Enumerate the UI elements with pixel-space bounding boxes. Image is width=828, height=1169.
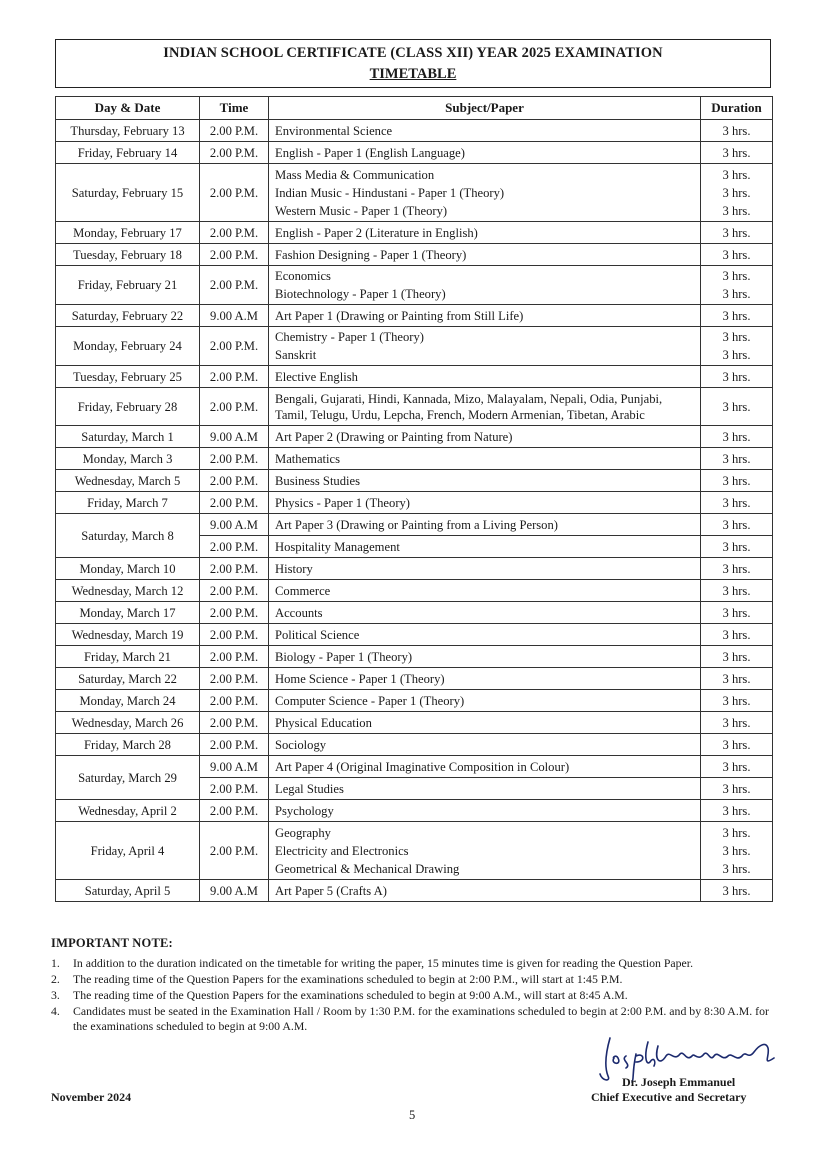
- subject-cell: [269, 327, 701, 366]
- subject-cell: [269, 426, 701, 448]
- duration-cell: [701, 426, 773, 448]
- title-box: [55, 39, 771, 88]
- subject-cell: [269, 690, 701, 712]
- subject-paper: Home Science - Paper 1 (Theory): [275, 671, 445, 686]
- duration-cell: [701, 305, 773, 327]
- subject-paper: Physical Education: [275, 715, 372, 730]
- day-date-cell: Saturday, March 29: [56, 756, 200, 800]
- subject-paper: Economics: [275, 269, 331, 283]
- day-date-cell: Monday, February 24: [56, 327, 200, 366]
- table-row: [56, 690, 773, 712]
- subject-cell: [269, 164, 701, 222]
- table-row: [56, 142, 773, 164]
- note-text: The reading time of the Question Papers for the examinations scheduled to begin at 2:00 P.M., will start at 1:45 P.M.: [73, 972, 623, 986]
- subject-cell: [269, 244, 701, 266]
- subject-paper: Western Music - Paper 1 (Theory): [275, 203, 448, 218]
- subject-paper: Elective English: [275, 369, 358, 384]
- column-header-subject: Subject/Paper: [269, 97, 701, 120]
- table-row: [56, 602, 773, 624]
- table-row: [56, 646, 773, 668]
- subject-cell: [269, 778, 701, 800]
- subject-cell: [269, 756, 701, 778]
- table-row: [56, 880, 773, 902]
- time-cell: 2.00 P.M.: [200, 266, 269, 305]
- time-cell: 2.00 P.M.: [200, 222, 269, 244]
- notes-heading: IMPORTANT NOTE:: [51, 936, 173, 950]
- day-date-cell: Friday, March 7: [56, 492, 200, 514]
- subject-paper: Accounts: [275, 605, 323, 620]
- duration-value: 3 hrs.: [722, 561, 751, 576]
- duration-value: 3 hrs.: [722, 539, 751, 554]
- time-cell: 2.00 P.M.: [200, 822, 269, 880]
- subject-paper: Political Science: [275, 627, 360, 642]
- duration-value: 3 hrs.: [722, 883, 751, 898]
- signatory-title: Chief Executive and Secretary: [591, 1090, 747, 1104]
- day-date-cell: Wednesday, March 5: [56, 470, 200, 492]
- subject-paper: English - Paper 2 (Literature in English): [275, 225, 478, 240]
- duration-value: 3 hrs.: [722, 123, 751, 138]
- subject-cell: [269, 880, 701, 902]
- duration-value: 3 hrs.: [722, 167, 751, 182]
- table-row: [56, 120, 773, 142]
- table-row: [56, 305, 773, 327]
- table-row: [56, 470, 773, 492]
- duration-cell: [701, 266, 773, 305]
- time-cell: 2.00 P.M.: [200, 492, 269, 514]
- subject-cell: [269, 800, 701, 822]
- subject-cell: [269, 470, 701, 492]
- day-date-cell: Tuesday, February 18: [56, 244, 200, 266]
- duration-cell: [701, 492, 773, 514]
- subject-cell: [269, 366, 701, 388]
- signatory-name: Dr. Joseph Emmanuel: [622, 1075, 736, 1089]
- table-row: [56, 800, 773, 822]
- subject-paper: Sociology: [275, 737, 327, 752]
- table-row: [56, 222, 773, 244]
- duration-value: 3 hrs.: [722, 287, 751, 301]
- duration-value: 3 hrs.: [722, 861, 751, 876]
- time-cell: 2.00 P.M.: [200, 366, 269, 388]
- subject-paper: Art Paper 3 (Drawing or Painting from a Living Person): [275, 517, 558, 532]
- duration-value: 3 hrs.: [722, 185, 751, 200]
- time-cell: 2.00 P.M.: [200, 142, 269, 164]
- note-number: 1.: [51, 956, 60, 970]
- subject-paper: Geography: [275, 825, 331, 840]
- time-cell: 9.00 A.M: [200, 426, 269, 448]
- duration-cell: [701, 580, 773, 602]
- time-cell: 2.00 P.M.: [200, 800, 269, 822]
- table-header-row: [56, 97, 773, 120]
- duration-value: 3 hrs.: [722, 451, 751, 466]
- time-cell: 2.00 P.M.: [200, 244, 269, 266]
- column-header-day-date: Day & Date: [56, 97, 200, 120]
- duration-value: 3 hrs.: [722, 517, 751, 532]
- day-date-cell: Saturday, February 15: [56, 164, 200, 222]
- note-number: 3.: [51, 988, 60, 1002]
- table-row: [56, 266, 773, 305]
- subject-paper: Physics - Paper 1 (Theory): [275, 495, 411, 510]
- table-row: [56, 514, 773, 536]
- time-cell: 2.00 P.M.: [200, 602, 269, 624]
- duration-cell: [701, 734, 773, 756]
- duration-cell: [701, 388, 773, 426]
- page-number: 5: [409, 1108, 416, 1122]
- subject-paper: English - Paper 1 (English Language): [275, 145, 465, 160]
- day-date-cell: Saturday, March 1: [56, 426, 200, 448]
- time-cell: 2.00 P.M.: [200, 580, 269, 602]
- subject-paper: Geometrical & Mechanical Drawing: [275, 861, 460, 876]
- subject-paper: Psychology: [275, 803, 334, 818]
- duration-cell: [701, 712, 773, 734]
- subject-paper: Business Studies: [275, 473, 361, 488]
- duration-cell: [701, 366, 773, 388]
- duration-cell: [701, 120, 773, 142]
- duration-cell: [701, 164, 773, 222]
- table-row: [56, 668, 773, 690]
- subject-paper: Hospitality Management: [275, 539, 400, 554]
- subject-cell: [269, 580, 701, 602]
- subject-cell: [269, 448, 701, 470]
- duration-value: 3 hrs.: [722, 843, 751, 858]
- day-date-cell: Monday, March 10: [56, 558, 200, 580]
- note-number: 2.: [51, 972, 60, 986]
- subject-cell: [269, 668, 701, 690]
- timetable-body: [56, 120, 773, 902]
- duration-cell: [701, 448, 773, 470]
- duration-value: 3 hrs.: [722, 269, 751, 283]
- duration-value: 3 hrs.: [722, 473, 751, 488]
- subject-paper: History: [275, 561, 313, 576]
- subject-cell: [269, 558, 701, 580]
- time-cell: 9.00 A.M: [200, 756, 269, 778]
- day-date-cell: Wednesday, March 19: [56, 624, 200, 646]
- table-row: [56, 244, 773, 266]
- table-row: [56, 822, 773, 880]
- subject-cell: [269, 624, 701, 646]
- day-date-cell: Saturday, February 22: [56, 305, 200, 327]
- subject-paper: Indian Music - Hindustani - Paper 1 (Theory): [275, 185, 505, 200]
- duration-value: 3 hrs.: [722, 715, 751, 730]
- table-row: [56, 492, 773, 514]
- time-cell: 9.00 A.M: [200, 880, 269, 902]
- day-date-cell: Monday, March 17: [56, 602, 200, 624]
- subject-cell: [269, 536, 701, 558]
- duration-value: 3 hrs.: [722, 825, 751, 840]
- table-row: [56, 448, 773, 470]
- time-cell: 2.00 P.M.: [200, 646, 269, 668]
- note-item: [51, 1004, 781, 1034]
- table-row: [56, 327, 773, 366]
- time-cell: 2.00 P.M.: [200, 470, 269, 492]
- duration-cell: [701, 756, 773, 778]
- subject-paper: Bengali, Gujarati, Hindi, Kannada, Mizo, Malayalam, Nepali, Odia, Punjabi, Tamil, Telugu, Urdu, Lepcha, French, Modern Armenian, Tibetan, Arabic: [275, 391, 663, 422]
- subject-paper: Mass Media & Communication: [275, 167, 435, 182]
- time-cell: 2.00 P.M.: [200, 624, 269, 646]
- time-cell: 9.00 A.M: [200, 305, 269, 327]
- day-date-cell: Tuesday, February 25: [56, 366, 200, 388]
- day-date-cell: Saturday, March 22: [56, 668, 200, 690]
- time-cell: 2.00 P.M.: [200, 327, 269, 366]
- subject-paper: Art Paper 4 (Original Imaginative Composition in Colour): [275, 759, 570, 774]
- day-date-cell: Friday, February 28: [56, 388, 200, 426]
- duration-cell: [701, 880, 773, 902]
- day-date-cell: Wednesday, March 26: [56, 712, 200, 734]
- duration-value: 3 hrs.: [722, 308, 751, 323]
- time-cell: 2.00 P.M.: [200, 536, 269, 558]
- table-row: [56, 712, 773, 734]
- table-row: [56, 734, 773, 756]
- duration-value: 3 hrs.: [722, 203, 751, 218]
- duration-value: 3 hrs.: [722, 737, 751, 752]
- duration-value: 3 hrs.: [722, 671, 751, 686]
- subject-cell: [269, 120, 701, 142]
- note-item: [51, 988, 781, 1003]
- subject-cell: [269, 734, 701, 756]
- day-date-cell: Wednesday, March 12: [56, 580, 200, 602]
- duration-cell: [701, 624, 773, 646]
- subject-paper: Environmental Science: [275, 123, 393, 138]
- subject-cell: [269, 712, 701, 734]
- document-title: INDIAN SCHOOL CERTIFICATE (CLASS XII) YEAR 2025 EXAMINATION: [163, 45, 663, 61]
- duration-cell: [701, 800, 773, 822]
- subject-paper: Electricity and Electronics: [275, 843, 409, 858]
- time-cell: 2.00 P.M.: [200, 734, 269, 756]
- duration-value: 3 hrs.: [722, 247, 751, 262]
- duration-value: 3 hrs.: [722, 759, 751, 774]
- duration-cell: [701, 690, 773, 712]
- document-subtitle: TIMETABLE: [369, 66, 457, 82]
- subject-cell: [269, 492, 701, 514]
- subject-paper: Chemistry - Paper 1 (Theory): [275, 330, 424, 344]
- duration-cell: [701, 470, 773, 492]
- note-text: The reading time of the Question Papers for the examinations scheduled to begin at 9:00 A.M., will start at 8:45 A.M.: [73, 988, 628, 1002]
- table-row: [56, 164, 773, 222]
- duration-cell: [701, 778, 773, 800]
- subject-paper: Mathematics: [275, 451, 341, 466]
- subject-paper: Biology - Paper 1 (Theory): [275, 649, 413, 664]
- time-cell: 2.00 P.M.: [200, 388, 269, 426]
- subject-cell: [269, 266, 701, 305]
- subject-paper: Fashion Designing - Paper 1 (Theory): [275, 247, 467, 262]
- duration-value: 3 hrs.: [722, 495, 751, 510]
- duration-cell: [701, 536, 773, 558]
- subject-cell: [269, 142, 701, 164]
- time-cell: 2.00 P.M.: [200, 778, 269, 800]
- subject-paper: Art Paper 5 (Crafts A): [275, 883, 387, 898]
- time-cell: 9.00 A.M: [200, 514, 269, 536]
- duration-value: 3 hrs.: [722, 781, 751, 796]
- column-header-time: Time: [200, 97, 269, 120]
- duration-cell: [701, 646, 773, 668]
- table-row: [56, 756, 773, 778]
- table-row: [56, 558, 773, 580]
- duration-value: 3 hrs.: [722, 605, 751, 620]
- subject-paper: Computer Science - Paper 1 (Theory): [275, 693, 465, 708]
- day-date-cell: Friday, April 4: [56, 822, 200, 880]
- note-item: [51, 956, 781, 971]
- day-date-cell: Monday, February 17: [56, 222, 200, 244]
- time-cell: 2.00 P.M.: [200, 164, 269, 222]
- subject-paper: Art Paper 1 (Drawing or Painting from Still Life): [275, 308, 524, 323]
- duration-value: 3 hrs.: [722, 803, 751, 818]
- subject-cell: [269, 646, 701, 668]
- note-text: Candidates must be seated in the Examination Hall / Room by 1:30 P.M. for the examinations scheduled to begin at 2:00 P.M. and by 8:30 A.M. for the examinations scheduled to begin at 9:00 A.M.: [73, 1004, 769, 1033]
- time-cell: 2.00 P.M.: [200, 690, 269, 712]
- duration-cell: [701, 222, 773, 244]
- subject-paper: Commerce: [275, 583, 331, 598]
- duration-value: 3 hrs.: [722, 225, 751, 240]
- subject-paper: Sanskrit: [275, 348, 317, 362]
- time-cell: 2.00 P.M.: [200, 448, 269, 470]
- duration-cell: [701, 142, 773, 164]
- subject-paper: Legal Studies: [275, 781, 344, 796]
- note-item: [51, 972, 781, 987]
- table-row: [56, 366, 773, 388]
- subject-cell: [269, 388, 701, 426]
- table-row: [56, 388, 773, 426]
- table-row: [56, 624, 773, 646]
- subject-paper: Biotechnology - Paper 1 (Theory): [275, 287, 446, 301]
- duration-value: 3 hrs.: [722, 429, 751, 444]
- duration-cell: [701, 327, 773, 366]
- day-date-cell: Saturday, March 8: [56, 514, 200, 558]
- note-text: In addition to the duration indicated on the timetable for writing the paper, 15 minutes time is given for reading the Question Paper.: [73, 956, 694, 970]
- duration-value: 3 hrs.: [722, 399, 751, 414]
- duration-cell: [701, 514, 773, 536]
- day-date-cell: Thursday, February 13: [56, 120, 200, 142]
- subject-paper: Art Paper 2 (Drawing or Painting from Nature): [275, 429, 513, 444]
- day-date-cell: Friday, February 21: [56, 266, 200, 305]
- duration-value: 3 hrs.: [722, 583, 751, 598]
- day-date-cell: Friday, March 21: [56, 646, 200, 668]
- day-date-cell: Monday, March 3: [56, 448, 200, 470]
- time-cell: 2.00 P.M.: [200, 712, 269, 734]
- note-number: 4.: [51, 1004, 60, 1018]
- day-date-cell: Saturday, April 5: [56, 880, 200, 902]
- timetable: [55, 96, 773, 902]
- duration-cell: [701, 244, 773, 266]
- table-row: [56, 580, 773, 602]
- duration-value: 3 hrs.: [722, 649, 751, 664]
- time-cell: 2.00 P.M.: [200, 120, 269, 142]
- subject-cell: [269, 602, 701, 624]
- duration-cell: [701, 822, 773, 880]
- duration-value: 3 hrs.: [722, 145, 751, 160]
- day-date-cell: Monday, March 24: [56, 690, 200, 712]
- day-date-cell: Wednesday, April 2: [56, 800, 200, 822]
- duration-value: 3 hrs.: [722, 369, 751, 384]
- issue-date: November 2024: [51, 1090, 132, 1104]
- subject-cell: [269, 822, 701, 880]
- subject-cell: [269, 305, 701, 327]
- duration-value: 3 hrs.: [722, 348, 751, 362]
- table-row: [56, 426, 773, 448]
- duration-value: 3 hrs.: [722, 693, 751, 708]
- duration-value: 3 hrs.: [722, 627, 751, 642]
- day-date-cell: Friday, March 28: [56, 734, 200, 756]
- time-cell: 2.00 P.M.: [200, 558, 269, 580]
- subject-cell: [269, 514, 701, 536]
- duration-cell: [701, 668, 773, 690]
- day-date-cell: Friday, February 14: [56, 142, 200, 164]
- duration-cell: [701, 602, 773, 624]
- time-cell: 2.00 P.M.: [200, 668, 269, 690]
- column-header-duration: Duration: [701, 97, 773, 120]
- duration-cell: [701, 558, 773, 580]
- important-notes: [51, 936, 781, 1035]
- duration-value: 3 hrs.: [722, 330, 751, 344]
- subject-cell: [269, 222, 701, 244]
